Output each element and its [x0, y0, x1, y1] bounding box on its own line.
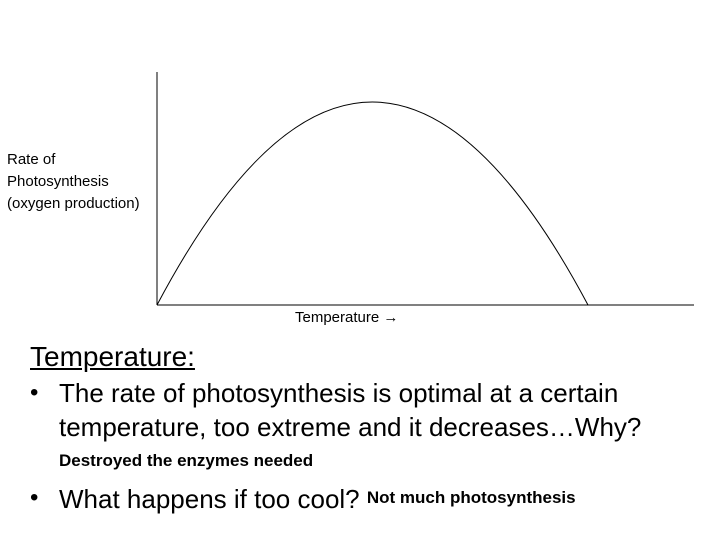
- y-label-line: (oxygen production): [7, 195, 140, 212]
- bullet-item: [30, 376, 710, 479]
- rate-curve: [157, 102, 588, 305]
- answer-text: Not much photosynthesis: [366, 488, 576, 507]
- y-label-line: Rate of: [7, 151, 56, 168]
- right-arrow-icon: →: [383, 309, 399, 326]
- x-axis-label: [295, 308, 398, 328]
- bullet-text: What happens if too cool?: [59, 484, 360, 514]
- slide-body: [30, 340, 710, 516]
- y-axis-label: [7, 149, 172, 215]
- y-label-line: Photosynthesis: [7, 173, 109, 190]
- bullet-item: [30, 481, 710, 516]
- bullet-icon: •: [30, 484, 39, 511]
- slide-title: Temperature:: [30, 341, 195, 372]
- bullet-text: The rate of photosynthesis is optimal at a certain temperature, too extreme and it decreases…Why?: [59, 378, 642, 442]
- answer-text: Destroyed the enzymes needed: [59, 451, 314, 470]
- bullet-list: [30, 376, 710, 516]
- bullet-icon: •: [30, 379, 39, 406]
- x-label-text: Temperature: [295, 309, 380, 326]
